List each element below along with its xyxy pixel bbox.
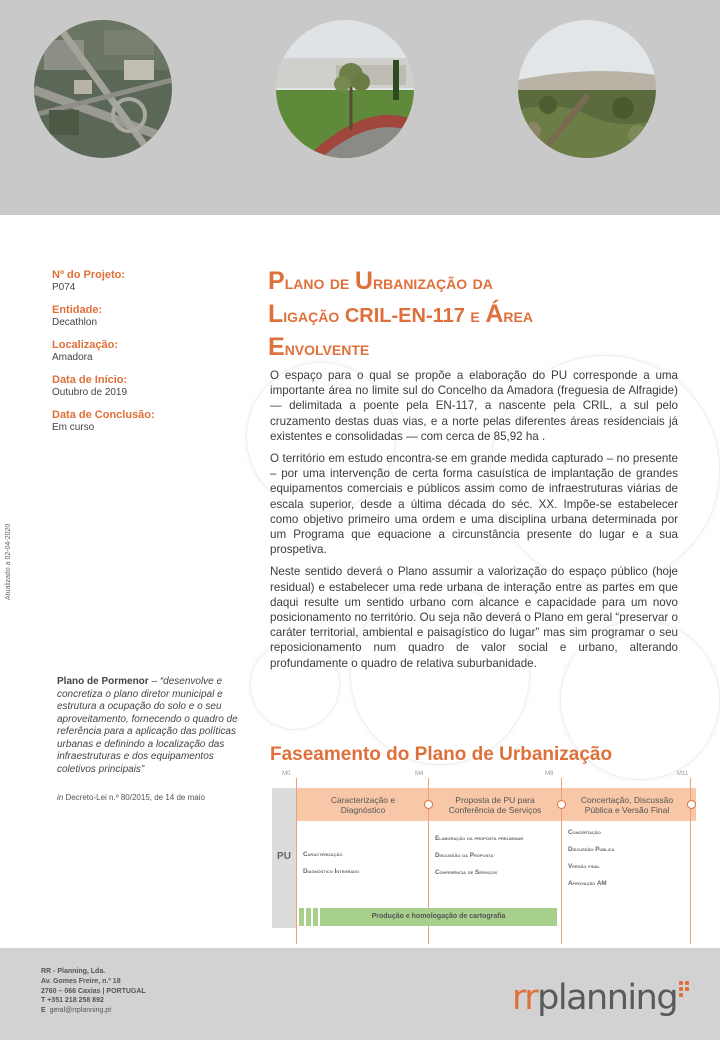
task-item: Concertação xyxy=(568,829,601,836)
task-item: Conferência de Serviços xyxy=(435,869,498,876)
description xyxy=(270,368,678,678)
phase-name: Concertação, Discussão Pública e Versão Final xyxy=(580,795,674,815)
note-quote: “desenvolve e concretiza o plano diretor municipal e estrutura a ocupação do solo e o seu aproveitamento, fornecendo o quadro de referência para a aplicação das políticas urbanas e definindo a localização das infraestruturas e dos equipamentos coletivos principais” xyxy=(57,676,238,775)
start-date-label: Data de Início: xyxy=(52,374,128,386)
paragraph: O território em estudo encontra-se em grande medida capturado – no presente – por uma intervenção de certa forma casuística de implantação de grandes equipamentos comerciais e públicos assim como de infraestruturas viárias de escala superior, desde a última década do séc. XX. Impõe-se estabelecer como objetivo primeiro uma ordem e uma disciplina urbana determinada por um Programa que equacione a circunstância presente do lugar e a sua prospetiva. xyxy=(270,452,678,557)
title-text: lano de xyxy=(284,272,355,294)
address-street: Av. Gomes Freire, n.º 18 xyxy=(41,977,121,985)
milestone-label: M8 xyxy=(545,771,554,777)
logo-dots-icon xyxy=(679,981,695,997)
phase-tasks xyxy=(568,828,686,896)
milestone-dot xyxy=(424,800,433,809)
task-item: Versão final xyxy=(568,863,600,870)
title-text: igação CRIL-EN-117 e xyxy=(283,305,486,327)
start-date-value: Outubro de 2019 xyxy=(52,387,128,398)
cartography-marker xyxy=(299,908,304,926)
milestone-dot xyxy=(557,800,566,809)
title-text: nvolvente xyxy=(284,338,370,360)
company-name: RR - Planning, Lda. xyxy=(41,968,106,975)
project-info xyxy=(52,268,242,443)
email-prefix: E xyxy=(41,1007,46,1015)
entity-label: Entidade: xyxy=(52,304,103,316)
title-initial: U xyxy=(354,267,373,295)
project-start xyxy=(52,373,242,399)
aerial-view-photo xyxy=(34,20,172,158)
task-item: Elaboração da proposta preliminar xyxy=(435,835,524,842)
milestone-label: M11 xyxy=(677,771,689,777)
project-entity xyxy=(52,303,242,329)
note-term: Plano de Pormenor xyxy=(57,676,149,687)
phone-number: T +351 218 258 892 xyxy=(41,997,104,1005)
phase-name: Proposta de PU para Conferência de Serviços xyxy=(448,795,542,815)
phase-tasks xyxy=(435,834,553,885)
task-item: Discussão da Proposta xyxy=(435,852,494,859)
page-title xyxy=(268,266,688,365)
title-line-1 xyxy=(268,266,688,299)
end-date-value: Em curso xyxy=(52,422,95,433)
note-source-in: in xyxy=(57,793,64,802)
phase-tasks xyxy=(303,850,423,884)
milestone-line xyxy=(296,778,297,944)
title-initial: Á xyxy=(485,300,504,328)
project-location xyxy=(52,338,242,364)
title-line-2 xyxy=(268,299,688,332)
project-number-label: Nº do Projeto: xyxy=(52,269,126,281)
project-number-value: P074 xyxy=(52,282,76,293)
footer xyxy=(0,948,720,1040)
logo-letter: r xyxy=(512,978,525,1018)
updated-date: Atualizado a 02-04-2020 xyxy=(5,523,12,600)
paragraph: Neste sentido deverá o Plano assumir a valorização do espaço público (hoje residual) e estabelecer uma rede urbana de interação entre as partes em que daqui resulte um sentido urbano com alcance e capacidade para um novo posicionamento no território. Ou seja não deverá o Plano em geral “preservar o caráter territorial, ambiental e paisagístico do lugar” mas sim programar o seu reposicionamento num quadro de valor social e urbano, alterando profundamente o quadro de relativa suburbanidade. xyxy=(270,565,678,670)
cartography-bar: Produção e homologação de cartografia xyxy=(320,908,557,926)
entity-value: Decathlon xyxy=(52,317,98,328)
company-address xyxy=(41,967,146,1016)
cartography-marker xyxy=(306,908,311,926)
title-initial: E xyxy=(268,333,285,361)
timeline-row-label: PU xyxy=(277,851,291,862)
email-address[interactable]: geral@rrplanning.pt xyxy=(49,1007,112,1015)
cartography-marker xyxy=(313,908,318,926)
address-city: 2760 – 066 Caxias | PORTUGAL xyxy=(41,987,146,995)
olive-tree-roundabout-photo xyxy=(276,20,414,158)
project-end xyxy=(52,408,242,434)
plan-definition-note xyxy=(57,676,245,776)
location-label: Localização: xyxy=(52,339,119,351)
task-item: Diagnóstico Integrado xyxy=(303,868,360,875)
note-source-text: Decreto-Lei n.º 80/2015, de 14 de maio xyxy=(63,793,205,802)
note-source xyxy=(57,793,257,802)
end-date-label: Data de Conclusão: xyxy=(52,409,155,421)
task-item: Aprovação AM xyxy=(568,880,607,887)
email xyxy=(41,1006,146,1016)
title-initial: P xyxy=(268,267,285,295)
milestone-label: M0 xyxy=(282,771,291,777)
paragraph: O espaço para o qual se propõe a elaboração do PU corresponde a uma importante área no limite sul do Concelho da Amadora (freguesia de Alfragide) — delimitada a poente pela EN-117, a nascente pela CRIL, a sul pelo cruzamento destas duas vias, e a norte pelas diferentes áreas residenciais já existentes e consolidadas — com cerca de 85,92 ha . xyxy=(270,369,678,443)
milestone-label: M4 xyxy=(415,771,424,777)
task-item: Discussão Pública xyxy=(568,846,615,853)
timeline xyxy=(272,768,712,948)
vegetation-slope-photo xyxy=(518,20,656,158)
task-item: Caracterização xyxy=(303,851,343,858)
note-dash: – xyxy=(148,676,160,687)
location-value: Amadora xyxy=(52,352,93,363)
title-text: rbanização da xyxy=(372,272,493,294)
milestone-dot xyxy=(687,800,696,809)
timeline-title: Faseamento do Plano de Urbanização xyxy=(270,744,613,765)
title-text: rea xyxy=(503,305,533,327)
project-number xyxy=(52,268,242,294)
logo-text: planning xyxy=(537,978,678,1018)
title-line-3 xyxy=(268,332,688,365)
phase-name: Caracterização e Diagnóstico xyxy=(330,795,396,815)
logo-letter: r xyxy=(524,978,538,1018)
title-initial: L xyxy=(268,300,284,328)
rrplanning-logo xyxy=(512,978,677,1018)
